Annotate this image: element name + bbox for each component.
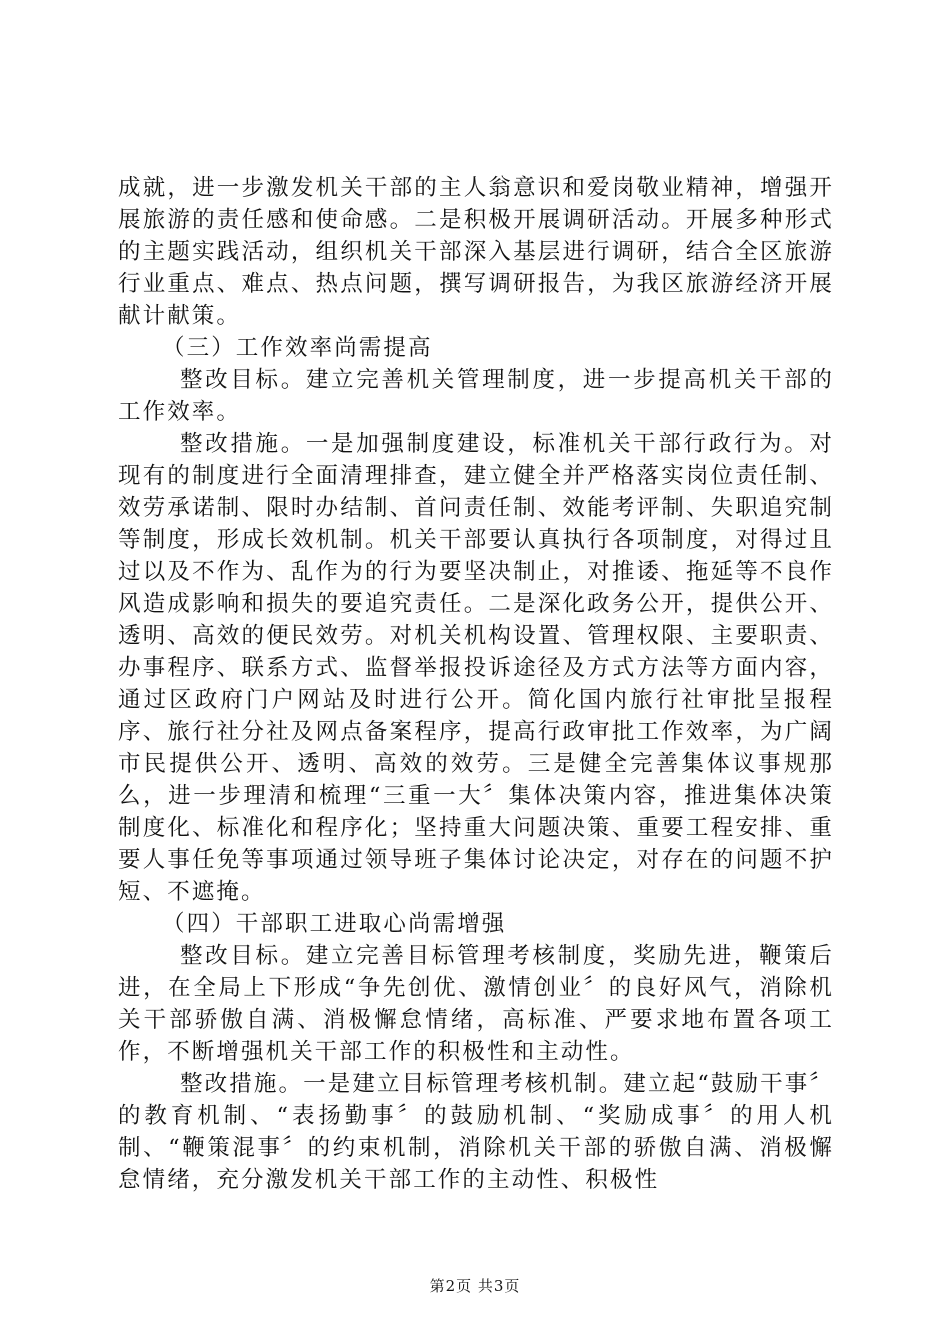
section-heading-four: （四）干部职工进取心尚需增强 — [162, 911, 507, 937]
section-heading-three: （三）工作效率尚需提高 — [162, 335, 433, 361]
paragraph-measures-four: 整改措施。一是建立目标管理考核机制。建立起“鼓励干事〞的教育机制、“表扬勤事〞的鼓励机制、“奖励成事〞的用人机制、“鞭策混事〞的约束机制，消除机关干部的骄傲自满、消极懈怠情绪，充分激发机关干部工作的主动性、积极性 — [118, 1071, 834, 1193]
paragraph-measures-three: 整改措施。一是加强制度建设，标准机关干部行政行为。对现有的制度进行全面清理排查，建立健全并严格落实岗位责任制、效劳承诺制、限时办结制、首问责任制、效能考评制、失职追究制等制度，形成长效机制。机关干部要认真执行各项制度，对得过且过以及不作为、乱作为的行为要坚决制止，对推诿、拖延等不良作风造成影响和损失的要追究责任。二是深化政务公开，提供公开、透明、高效的便民效劳。对机关机构设置、管理权限、主要职责、办事程序、联系方式、监督举报投诉途径及方式方法等方面内容，通过区政府门户网站及时进行公开。简化国内旅行社审批呈报程序、旅行社分社及网点备案程序，提高行政审批工作效率，为广阔市民提供公开、透明、高效的效劳。三是健全完善集体议事规那么，进一步理清和梳理“三重一大〞集体决策内容，推进集体决策制度化、标准化和程序化；坚持重大问题决策、重要工程安排、重要人事任免等事项通过领导班子集体讨论决定，对存在的问题不护短、不遮掩。 — [118, 431, 834, 905]
document-body — [118, 172, 834, 1196]
page-footer: 第2页 共3页 — [429, 1277, 521, 1295]
paragraph-continuation: 成就，进一步激发机关干部的主人翁意识和爱岗敬业精神，增强开展旅游的责任感和使命感。二是积极开展调研活动。开展多种形式的主题实践活动，组织机关干部深入基层进行调研，结合全区旅游行业重点、难点、热点问题，撰写调研报告，为我区旅游经济开展献计献策。 — [118, 175, 834, 329]
paragraph-goal-three: 整改目标。建立完善机关管理制度，进一步提高机关干部的工作效率。 — [118, 367, 834, 425]
paragraph-goal-four: 整改目标。建立完善目标管理考核制度，奖励先进，鞭策后进，在全局上下形成“争先创优、激情创业〞的良好风气，消除机关干部骄傲自满、消极懈怠情绪，高标准、严要求地布置各项工作，不断增强机关干部工作的积极性和主动性。 — [118, 943, 834, 1065]
